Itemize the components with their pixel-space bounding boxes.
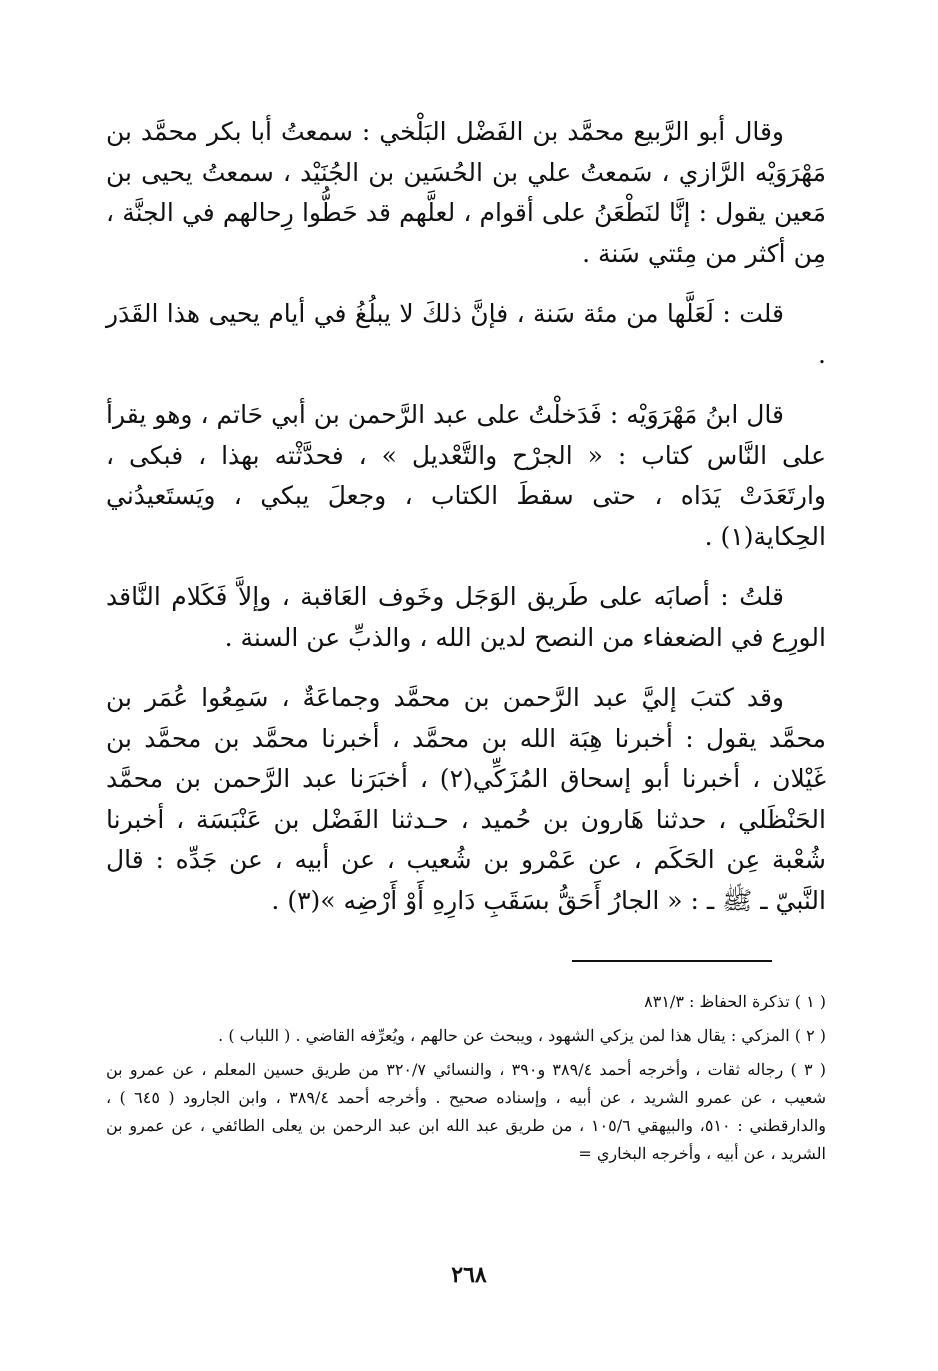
footnote-number: ( ٣ ) [790,1060,827,1079]
footnote-text: المزكي : يقال هذا لمن يزكي الشهود ، ويبحث عن حالهم ، ويُعرِّفه القاضي . ( اللباب ) . [218,1026,790,1045]
paragraph-2: قلت : لَعَلَّها من مئة سَنة ، فإنَّ ذلكَ لا يبلُغُ في أيام يحيى هذا القَدَر . [106,299,826,369]
footnote-number: ( ٢ ) [794,1026,826,1045]
main-text [106,112,826,921]
paragraph-4: قلتُ : أصابَه على طَريق الوَجَل وخَوف العَاقبة ، وإلاَّ فَكَلام النَّاقد الورِع في الضعفاء من النصح لدين الله ، والذبِّ عن السنة . [106,582,826,652]
paragraph-1: وقال أبو الرَّبيع محمَّد بن الفَضْل البَلْخي : سمعتُ أبا بكر محمَّد بن مَهْرَوَيْه الرَّازي ، سَمعتُ علي بن الحُسَين بن الجُنَيْد ، سمعتُ يحيى بن مَعين يقول : إنَّا لنَطْعَنُ على أقوام ، لعلَّهم قد حَطُّوا رِحالهم في الجنَّة ، مِن أكثر من مِئتي سَنة . [106,117,826,268]
footnote-text: تذكرة الحفاظ : ٨٣١/٣ [644,992,790,1011]
footnote-number: ( ١ ) [794,992,826,1011]
paragraph-5: وقد كتبَ إليَّ عبد الرَّحمن بن محمَّد وجماعَةٌ ، سَمِعُوا عُمَر بن محمَّد يقول : أخبرنا هِبَة الله بن محمَّد ، أخبرنا محمَّد بن محمَّد بن غَيْلان ، أخبرنا أبو إسحاق المُزَكِّي(٢) ، أخبَرَنا عبد الرَّحمن بن محمَّد الحَنْظَلي ، حدثنا هَارون بن حُميد ، حـدثنا الفَضْل بن عَنْبَسَة ، أخبرنا شُعْبة عِن الحَكَم ، عن عَمْرو بن شُعيب ، عن أبيه ، عن جَدِّه : قال النَّبيّ ـ ﷺ ـ : « الجارُ أَحَقُّ بسَقَبِ دَارِهِ أَوْ أَرْضِه »(٣) . [106,683,826,915]
page-number: ٢٦٨ [451,1262,487,1288]
paragraph-3: قال ابنُ مَهْرَوَيْه : فَدَخلْتُ على عبد الرَّحمن بن أبي حَاتم ، وهو يقرأ على النَّاس كتاب : « الجرْح والتَّعْديل » ، فحدَّثْته بهذا ، فبكى ، وارتَعَدَتْ يَدَاه ، حتى سقطَ الكتاب ، وجعلَ يبكي ، ويَستَعيدُني الحِكاية(١) . [106,400,826,551]
footnote-2 [106,1022,826,1050]
footnote-1 [106,988,826,1016]
footnote-text: رجاله ثقات ، وأخرجه أحمد ٣٨٩/٤ و٣٩٠ ، والنسائي ٣٢٠/٧ من طريق حسين المعلم ، عن عمرو بن شعيب ، عن عمرو الشريد ، عن أبيه ، وإسناده صحيح . وأخرجه أحمد ٣٨٩/٤ ، وابن الجارود ( ٦٤٥ ) ، والدارقطني : ٥١٠، والبيهقي ١٠٥/٦ ، من طريق عبد الله ابن عبد الرحمن بن يعلى الطائفي ، عن عمرو بن الشريد ، عن أبيه ، وأخرجه البخاري = [106,1060,827,1163]
footnote-3 [106,1056,826,1168]
footnote-separator [572,960,772,962]
footnotes [106,988,826,1174]
